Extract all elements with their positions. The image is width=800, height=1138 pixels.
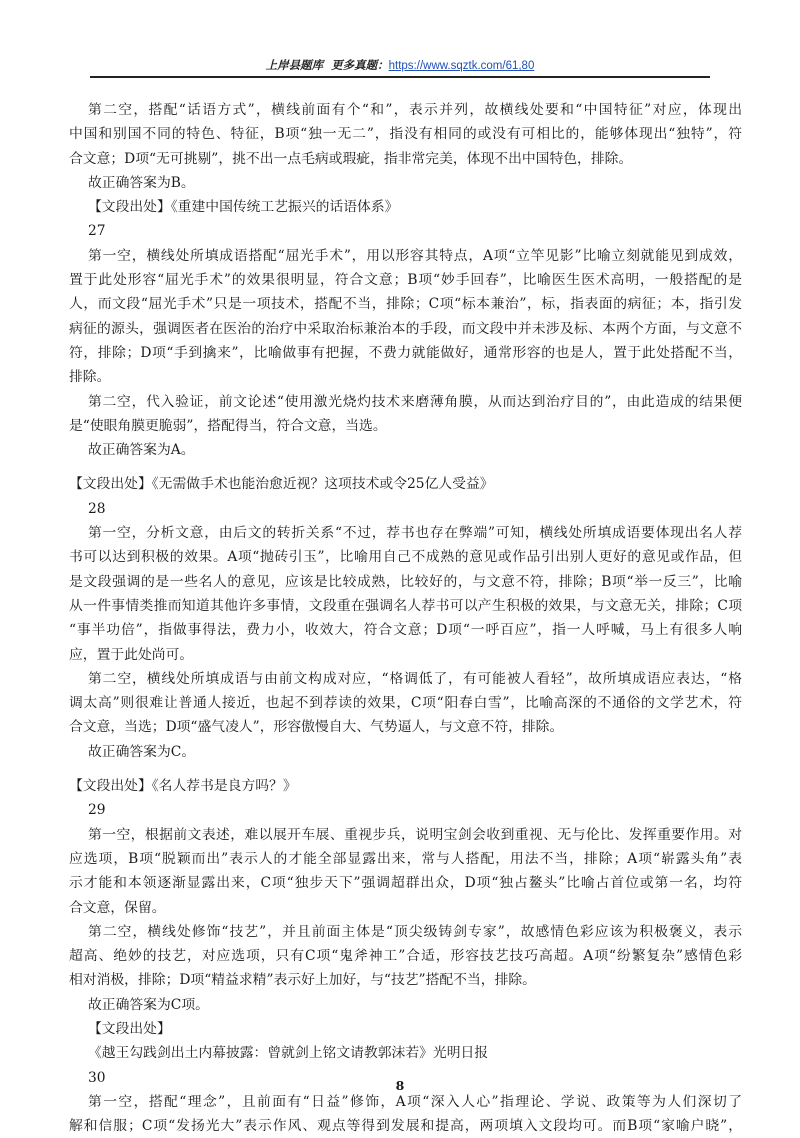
text-line: 超高、绝妙的技艺，对应选项，只有C项“鬼斧神工”合适，形容技艺技巧高超。A项“纷繁复杂”感情色彩 — [69, 948, 742, 965]
document-body — [69, 98, 742, 1138]
paragraph-gap — [69, 764, 742, 774]
text-line: 相对消极，排除；D项“精益求精”表示好上加好，与“技艺”搭配不当，排除。 — [69, 972, 536, 989]
text-line: 中国和别国不同的特色、特征，B项“独一无二”，指没有相同的或没有可相比的，能够体现出“独特”，符 — [69, 126, 742, 143]
text-line: 是“使眼角膜更脆弱”，搭配得当，符合文意，当选。 — [69, 417, 387, 434]
text-line: 排除。 — [69, 369, 111, 386]
text-line: 【文段出处】《无需做手术也能治愈近视？这项技术或令25亿人受益》 — [69, 476, 494, 493]
text-line: 第二空，搭配“话语方式”，横线前面有个“和”，表示并列，故横线处要和“中国特征”对应，体现出 — [88, 102, 742, 118]
text-line: 应选项，B项“脱颖而出”表示人的才能全部显露出来，常与人搭配，用法不当，排除；A项“崭露头角”表 — [69, 850, 742, 867]
header-divider — [90, 76, 710, 78]
text-line: 故正确答案为B。 — [88, 174, 195, 191]
text-line: 故正确答案为A。 — [88, 442, 195, 459]
text-line: 合文意，当选；D项“盛气凌人”，形容傲慢自大、气势逼人，与文意不符，排除。 — [69, 719, 564, 736]
text-line: 《越王勾践剑出土内幕披露：曾就剑上铭文请教郭沫若》光明日报 — [88, 1045, 489, 1062]
text-line: 解和信服；C项“发扬光大”表示作风、观点等得到发展和提高，两项填入文段均可。而B项“家喻户晓”， — [69, 1118, 742, 1135]
text-line: 置于此处形容“屈光手术”的效果很明显，符合文意；B项“妙手回春”，比喻医生医术高明，一般搭配的是 — [69, 272, 742, 289]
question-number: 30 — [88, 1069, 106, 1086]
text-line: 从一件事情类推而知道其他许多事情，文段重在强调名人荐书可以产生积极的效果，与文意无关，排除；C项 — [69, 597, 742, 614]
text-line: 调太高”则很难让普通人接近，也起不到荐读的效果，C项“阳春白雪”，比喻高深的不通俗的文学艺术，符 — [69, 695, 742, 712]
text-line: 故正确答案为C。 — [88, 743, 196, 760]
paragraph-gap — [69, 462, 742, 472]
question-number: 27 — [88, 223, 106, 240]
question-number: 28 — [88, 500, 106, 517]
text-line: 书可以达到积极的效果。A项“抛砖引玉”，比喻用自己不成熟的意见或作品引出别人更好的意见或作品，但 — [69, 549, 742, 566]
text-line: 符，排除；D项“手到擒来”，比喻做事有把握，不费力就能做好，通常形容的也是人，置于此处搭配不当， — [69, 344, 742, 361]
text-line: 第一空，根据前文表述，难以展开车展、重视步兵，说明宝剑会收到重视、无与伦比、发挥重要作用。对 — [88, 826, 742, 843]
text-line: 【文段出处】 — [88, 1020, 171, 1037]
text-line: 病征的源头，强调医者在医治的治疗中采取治标兼治本的手段，而文段中并未涉及标、本两个方面，与文意不 — [69, 320, 742, 337]
text-line: 合文意，保留。 — [69, 899, 166, 916]
text-line: 应，置于此处尚可。 — [69, 646, 194, 663]
text-line: 合文意；D项“无可挑剔”，挑不出一点毛病或瑕疵，指非常完美，体现不出中国特色，排除。 — [69, 150, 633, 167]
text-line: 第一空，横线处所填成语搭配“屈光手术”，用以形容其特点，A项“立竿见影”比喻立刻就能见到成效， — [88, 247, 742, 264]
text-line: 第二空，横线处所填成语与由前文构成对应，“格调低了，有可能被人看轻”，故所填成语应表达，“格 — [88, 670, 742, 687]
text-line: 第一空，搭配“理念”，且前面有“日益”修饰，A项“深入人心”指理论、学说、政策等为人们深切了 — [88, 1093, 742, 1110]
question-number: 29 — [88, 802, 106, 819]
text-line: “事半功倍”，指做事得法，费力小，收效大，符合文意；D项“一呼百应”，指一人呼喊，马上有很多人响 — [69, 622, 742, 639]
text-line: 【文段出处】《重建中国传统工艺振兴的话语体系》 — [88, 199, 399, 216]
page-number: 8 — [395, 1078, 405, 1093]
text-line: 是文段强调的是一些名人的意见，应该是比较成熟，比较好的，与文意不符，排除；B项“举一反三”，比喻 — [69, 573, 742, 590]
header-url-link[interactable]: https://www.sqztk.com/61,80 — [388, 60, 535, 72]
header-brand: 上岸县题库 — [265, 58, 324, 72]
text-line: 示才能和本领逐渐显露出来，C项“独步天下”强调超群出众，D项“独占鳌头”比喻占首位或第一名，均符 — [69, 875, 742, 892]
text-line: 第一空，分析文意，由后文的转折关系“不过，荐书也存在弊端”可知，横线处所填成语要体现出名人荐 — [88, 525, 742, 542]
text-line: 人，而文段“屈光手术”只是一项技术，搭配不当，排除；C项“标本兼治”，标，指表面的病征；本，指引发 — [69, 296, 742, 313]
text-line: 【文段出处】《名人荐书是良方吗？》 — [69, 778, 297, 795]
text-line: 故正确答案为C项。 — [88, 996, 209, 1013]
text-line: 第二空，代入验证，前文论述“使用激光烧灼技术来磨薄角膜，从而达到治疗目的”，由此造成的结果便 — [88, 393, 742, 410]
header-label: 更多真题： — [331, 58, 389, 72]
page-header — [0, 57, 800, 77]
text-line: 第二空，横线处修饰“技艺”，并且前面主体是“顶尖级铸剑专家”，故感情色彩应该为积极褒义，表示 — [88, 923, 742, 940]
